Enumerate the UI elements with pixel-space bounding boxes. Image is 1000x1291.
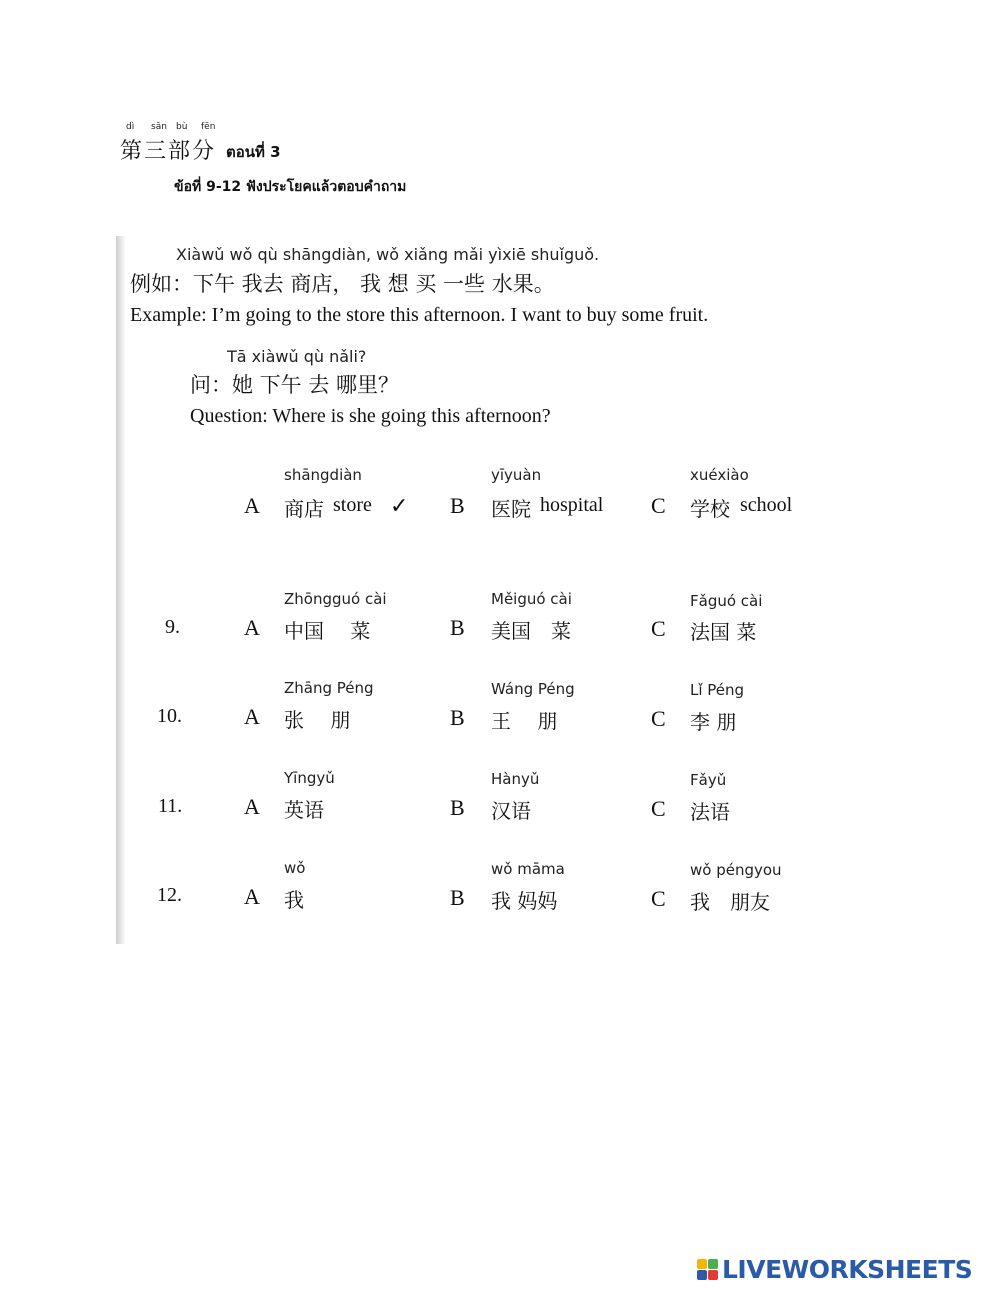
option-a-letter[interactable]: A xyxy=(244,884,260,909)
option-pinyin: Lǐ Péng xyxy=(690,681,745,699)
option-a-hanzi[interactable]: 张 朋 xyxy=(284,708,351,732)
title-pinyin-1: dì xyxy=(126,122,135,132)
option-b-hanzi[interactable]: 我 妈妈 xyxy=(491,889,558,913)
option-pinyin: shāngdiàn xyxy=(284,466,362,484)
scan-edge-shadow xyxy=(116,236,126,944)
example-pinyin: Xiàwǔ wǒ qù shāngdiàn, wǒ xiǎng mǎi yìxiē shuǐguǒ. xyxy=(176,245,600,264)
title-pinyin-4: fēn xyxy=(201,122,216,132)
option-pinyin: wǒ māma xyxy=(491,860,565,878)
option-english: store xyxy=(333,494,372,516)
option-a-letter[interactable]: A xyxy=(244,794,260,819)
title-pinyin-2: sān xyxy=(151,122,167,132)
option-a-letter[interactable]: A xyxy=(244,615,260,640)
option-b-letter[interactable]: B xyxy=(450,885,465,910)
question-number: 12. xyxy=(157,884,182,906)
option-b-letter[interactable]: B xyxy=(450,795,465,820)
option-letter: C xyxy=(651,493,666,518)
logo-square xyxy=(708,1259,718,1269)
page-title: 第三部分 xyxy=(120,139,217,164)
option-pinyin: wǒ xyxy=(284,859,306,877)
option-hanzi: 学校 xyxy=(690,497,730,521)
option-pinyin: Fǎguó cài xyxy=(690,592,763,610)
option-english: hospital xyxy=(540,494,604,516)
page-title-thai: ตอนที่ 3 xyxy=(226,143,281,161)
option-c-hanzi[interactable]: 法国 菜 xyxy=(690,620,757,644)
option-pinyin: Wáng Péng xyxy=(491,680,575,698)
logo-square xyxy=(697,1270,707,1280)
option-b-hanzi[interactable]: 美国 菜 xyxy=(491,619,571,643)
option-pinyin: Zhāng Péng xyxy=(284,679,374,697)
question-number: 9. xyxy=(165,616,180,638)
option-pinyin: Hànyǔ xyxy=(491,770,540,788)
question-number: 11. xyxy=(158,795,183,817)
option-hanzi: 商店 xyxy=(284,497,324,521)
option-english: school xyxy=(740,494,793,516)
option-a-hanzi[interactable]: 中国 菜 xyxy=(284,619,371,643)
option-c-hanzi[interactable]: 我 朋友 xyxy=(690,890,770,914)
example-english: Example: I’m going to the store this afternoon. I want to buy some fruit. xyxy=(130,304,709,326)
instruction-text: ข้อที่ 9-12 ฟังประโยคแล้วตอบคำถาม xyxy=(174,179,407,195)
title-pinyin-3: bù xyxy=(176,122,188,132)
liveworksheets-logo[interactable] xyxy=(697,1254,972,1284)
option-pinyin: Fǎyǔ xyxy=(690,771,727,789)
example-hanzi: 例如：下午 我去 商店， 我 想 买 一些 水果。 xyxy=(130,272,555,296)
option-b-hanzi[interactable]: 汉语 xyxy=(491,799,531,823)
option-b-letter[interactable]: B xyxy=(450,705,465,730)
option-hanzi: 医院 xyxy=(491,497,531,521)
option-c-letter[interactable]: C xyxy=(651,616,666,641)
option-a-hanzi[interactable]: 英语 xyxy=(284,798,324,822)
question-number: 10. xyxy=(157,705,182,727)
option-c-letter[interactable]: C xyxy=(651,796,666,821)
option-pinyin: wǒ péngyou xyxy=(690,861,782,879)
option-pinyin: Zhōngguó cài xyxy=(284,590,387,608)
logo-square xyxy=(708,1270,718,1280)
logo-square xyxy=(697,1259,707,1269)
option-a-hanzi[interactable]: 我 xyxy=(284,888,304,912)
option-a-letter[interactable]: A xyxy=(244,704,260,729)
option-c-letter[interactable]: C xyxy=(651,706,666,731)
example-question-pinyin: Tā xiàwǔ qù nǎli? xyxy=(227,347,367,366)
checkmark-icon: ✓ xyxy=(390,493,409,518)
option-c-letter[interactable]: C xyxy=(651,886,666,911)
logo-text: LIVEWORKSHEETS xyxy=(722,1254,973,1284)
option-letter: B xyxy=(450,493,465,518)
example-question-hanzi: 问：她 下午 去 哪里？ xyxy=(190,373,400,397)
option-pinyin: xuéxiào xyxy=(690,466,749,484)
example-question-english: Question: Where is she going this afternoon? xyxy=(190,405,551,427)
option-c-hanzi[interactable]: 李 朋 xyxy=(690,710,737,734)
option-pinyin: Měiguó cài xyxy=(491,590,572,608)
option-letter: A xyxy=(244,493,260,518)
option-pinyin: yīyuàn xyxy=(491,466,542,484)
option-c-hanzi[interactable]: 法语 xyxy=(690,800,730,824)
option-b-letter[interactable]: B xyxy=(450,615,465,640)
option-pinyin: Yīngyǔ xyxy=(284,769,335,787)
liveworksheets-logo-icon xyxy=(697,1259,718,1280)
option-b-hanzi[interactable]: 王 朋 xyxy=(491,709,558,733)
